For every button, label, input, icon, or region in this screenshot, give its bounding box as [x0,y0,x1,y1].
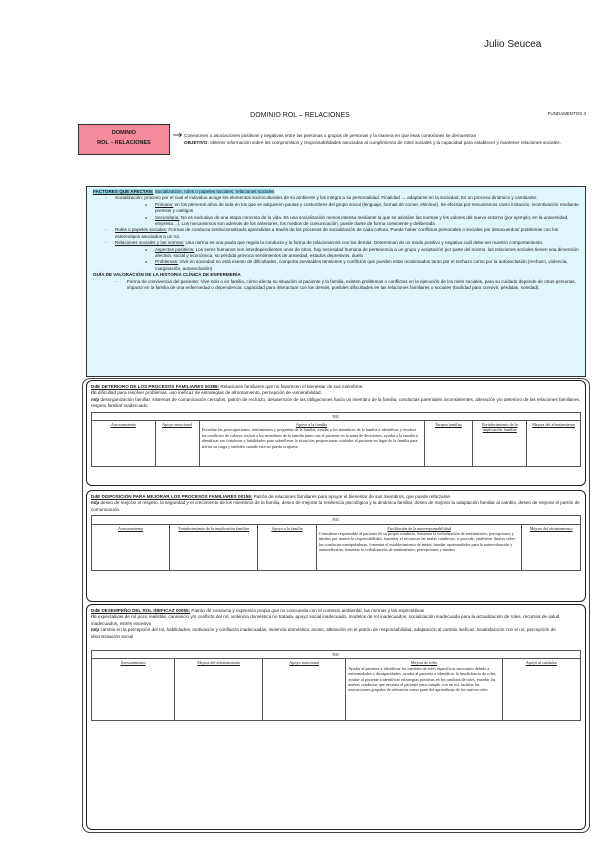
nic-column: Fortalecimiento de la implicación familiar [473,421,527,467]
dx3-nic-table [91,650,581,721]
nic-column: Mejora del afrontamiento [175,659,263,721]
nic-column: Asesoramiento [92,421,156,467]
nic-column-title: Apoyo a la familia [295,422,328,428]
nic-family-support-text: Escuchar las preocupaciones, sentimientos y preguntas de la familia, ayudar a los miembros de la familia a identificar y resolver los conflictos de valores, incluir a los miembros de la familia junto con el paciente en la toma de decisiones, ayudar a la familia a identificar sus fortalezas y habilidades para sobrellevar la situación, proporcionar cuidados al paciente en lugar de la familia para aliviar su carga y también cuando esta no pueda ocuparse. [201,427,418,449]
dx3-mp: m/p cambio en la percepción del rol, habilidades, motivación y confianza inadecuadas, violencia doméstica, acoso, alteración en el patrón de responsabilidad, adaptación al cambio ineficaz, insatisfacción con el rol, percepción de discriminación social [91,627,556,639]
nic-column: Apoyo a la familia [258,524,317,570]
guide-text: - Forma de convivencia del paciente: Vive solo o en familia, cómo afecta su situación al paciente y la familia, existen problemas o conflictos en la ejecución de los roles sociales, para su cuidado depende de otras personas, impacto en la familia de una enfermedad o dependencia. capacidad para interactuar con los demás, posibles dificultades en las relaciones familiares o sociales (facilidad para convivir, pérdidas, soledad). [93,279,579,292]
nic-column: Apoyo al cuidador [502,659,580,721]
dx1-nic-table [91,412,581,467]
factor-socialization: - Socialización: proceso por el cual el individuo acoge los elementos socioculturales de su ambiente y los integra a su personalidad. Finalidad → adaptarse en la sociedad. Es un proceso dinámico y cambiante. [93,195,579,201]
document-title: DOMINIO ROL – RELACIONES [250,112,350,119]
author-name: Julio Seucea [484,39,542,50]
nic-column-title: Mejora de roles [410,660,438,666]
diagnosis-section-2 [86,490,586,602]
domain-label-box [78,124,170,155]
domain-objective: OBJETIVO: obtener información sobre los compromisos y responsabilidades asociadas al cumplimiento de roles sociales y la capacidad para establecer y mantener relaciones sociales. [184,140,561,145]
nic-header: NIC [92,651,581,659]
nic-column: Apoyo emocional [263,659,346,721]
domain-label-line1: DOMINIO [111,130,137,136]
nic-column [199,421,424,467]
factor-problems: o Problemas: Vivir en sociedad no está exento de dificultades, comporta inevitables tensiones y conflictos que pueden estar ocasionados tanto por el rechazo como por la autoexclusión (rechazo, violencia, marginación, autoexclusión) [93,259,579,272]
factors-heading: FACTORES QUE AFECTAN: Socialización, roles o papeles sociales, relaciones sociales [93,189,275,194]
nic-column [316,524,521,570]
domain-definition: Conexiones o asociaciones positivas y negativas entre las personas o grupos de personas y la manera en que esas conexiones se demuestran [184,133,477,138]
nic-self-responsibility-text: Considerar responsable al paciente de su propia conducta, fomentar la verbalización de sentimientos, percepciones y miedos por asumir la responsabilidad, fomentar el reconocer las malas conductas, si procede, establecer límites sobre las conductas manipuladoras, fomentar el establecimiento de metas, brindar oportunidades para la autoevaluación y autorreflexión, fomentar la verbalización de sentimientos, percepciones y miedos [318,531,516,553]
nic-header: NIC [92,412,581,420]
factor-secondary: o Secundaria: No es exclusiva de una etapa concreta de la vida. Es una socialización menos intensa mediante la que se asimilan las normas y los valores del nuevo entorno (por ejemplo, en la universidad, empresa…). Los mecanismos son además de los anteriores, los medios de comunicación, puede darse de forma consciente y deliberada [93,215,579,228]
nic-role-improvement-text: Ayudar al paciente a identificar los cambios de roles específicos necesarios debido a enfermedades o discapacidades, ayudar al paciente a identificar la insuficiencia de roles, ayudar al paciente a identificar estrategias positivas en los cambios de roles, enseñar las nuevas conductas que necesita el paciente para cumplir con un rol, facilitar las interacciones grupales de referencia como parte del aprendizaje de los nuevos roles [348,665,497,693]
nic-column: Apoyo emocional [155,421,199,467]
dx3-title: DdE DESEMPEÑO DEL ROL INEFICAZ 00055: Patrón de conducta y expresión propia que no concuerda con el contexto ambiental, las normas y las expectativas [91,608,425,613]
nic-column: Asesoramiento [92,659,175,721]
guide-heading: GUÍA DE VALORACIÓN DE LA HISTORIA CLÍNICA DE ENFERMERÍA [93,272,241,278]
dx2-nic-table [91,515,581,570]
nic-column [346,659,502,721]
factor-positive: o Aspectos positivos: Los seres humanos son interdependientes unos de otros, hay necesidad humana de pertenencia a un grupo y aceptación por parte del mismo. las relaciones sociales tienen una dimensión afectiva, social y económica, su pérdida provoca sentimientos de ansiedad, estados depresivos, duelo [93,247,579,260]
domain-definition-block [184,132,584,146]
course-label: FUNDAMENTOS II [547,111,586,116]
dx1-rc: r/c dificultad para resolver problemas, uso ineficaz de estrategias de afrontamiento, percepción de vulnerabilidad. [91,390,322,396]
factor-primary: o Primaria: en los primeros años de vida en los que se adquieren pautas y costumbres del grupo social (lenguaje, formas de comer, eliminar). Se efectúa por mecanismos como imitación, incentivación mediante premios y castigos [93,202,579,215]
nic-column: Terapia familiar [424,421,473,467]
dx2-title: DdE DISPOSICIÓN PARA MEJORAR LOS PROCESOS FAMILIARES 00159: Patrón de relaciones familiares para apoyar el bienestar de sus miembros, que puede reforzarse. [91,494,452,499]
nic-column: Fortalecimiento de la implicación familiar [170,524,258,570]
diagnosis-section-3 [86,604,586,830]
nic-column-title: Facilitación de la autoresponsabilidad [387,525,451,531]
arrow-right-icon [173,132,183,138]
nic-header: NIC [92,516,581,524]
factors-panel [86,186,586,377]
nic-column: Mejora del afrontamiento [522,524,581,570]
dx1-title: DdE DETERIORO DE LOS PROCESOS FAMILIARES 00388: Relaciones familiares que no favorecen el bienestar de sus miembros. [91,384,364,389]
dx2-mp: m/p deseo de mejorar el respeto, la seguridad y el crecimiento de los miembros de la familia, deseo de mejorar la resiliencia psicológica y la dinámica familiar, deseo de mejorar la adaptación familiar al cambio, deseo de mejorar el patrón de comunicación. [91,500,580,512]
domain-label-line2: ROL – RELACIONES [97,140,151,146]
dx3-rc: r/c expectativas de rol poco realistas, cansancio y/o conflicto del rol, violencia doméstica no tratada, apoyo social inadecuado, modelos de rol inadecuados, socialización inadecuada para la actualización de roles, recursos de salud inadecuados, estrés excesivo [91,614,560,626]
factor-relations: - Relaciones sociales y las normas: Una norma es una pauta que regula la conducta y la forma de relacionarnos con los demás. Determinan de un modo positivo y negativo cuál debe ser nuestro comportamiento. [93,240,579,246]
factor-roles: - Roles o papeles sociales: Formas de conducta institucionalizada aprendidas a través de los procesos de socialización de cada cultura. Puede haber conflictos personales o sociales por desacuerdos/ problemas con los estereotipos asociados a un rol. [93,227,579,240]
dx1-mp: m/p desorganización familiar, sistemas de comunicación cerrados, patrón de rechazo, desatención de las obligaciones hacia un miembro de la familia, conductas parentales inconsistentes, alteración y/o deterioro de las relaciones familiares, respeto familiar inadecuado [91,396,580,409]
diagnosis-section-1 [86,380,586,486]
nic-column: Asesoramiento [92,524,170,570]
nic-column: Mejora del afrontamiento [527,421,581,467]
